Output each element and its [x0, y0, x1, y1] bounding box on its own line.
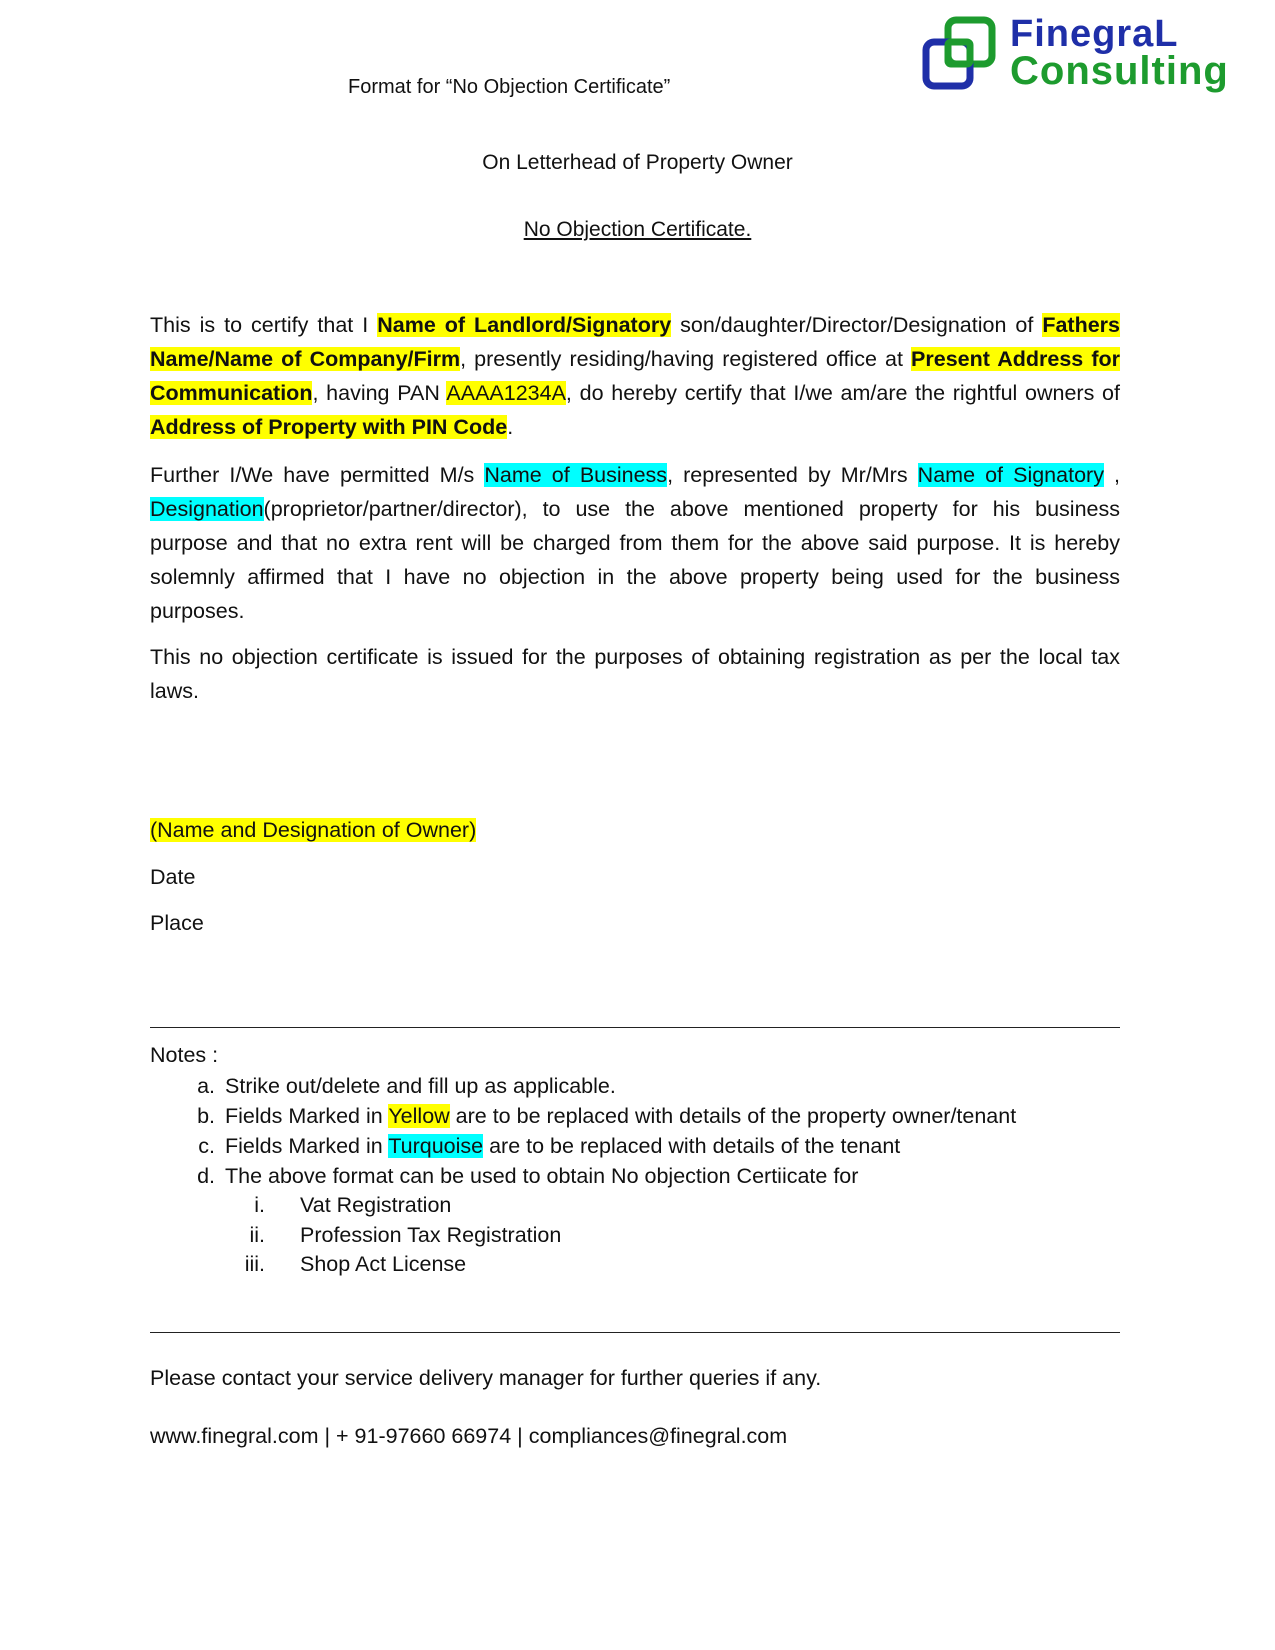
text-span: Fields Marked in [225, 1134, 389, 1158]
separator: | [511, 1424, 529, 1448]
field-business-name: Name of Business [484, 463, 668, 487]
subitem-marker: ii. [249, 1223, 265, 1247]
divider [150, 1027, 1120, 1028]
logo-squares-icon [920, 14, 1000, 94]
footer-contacts [150, 1424, 787, 1449]
text-span: , having PAN [312, 381, 447, 405]
note-text [225, 1131, 900, 1161]
notes-label: Notes : [150, 1043, 219, 1067]
text-span: Further I/We have permitted M/s [150, 463, 485, 487]
paragraph-purpose: This no objection certificate is issued for the purposes of obtaining registration as per the local tax laws. [150, 645, 1120, 703]
note-text: Strike out/delete and fill up as applicable. [225, 1074, 616, 1098]
text-span: . [507, 415, 514, 439]
subitem-text: Shop Act License [300, 1252, 467, 1276]
paragraph-certify [150, 308, 1120, 444]
phone-number: + 91-97660 66974 [336, 1424, 512, 1448]
owner-field-wrapper [150, 818, 476, 843]
text-span: are to be replaced with details of the property owner/tenant [449, 1104, 1017, 1128]
subitem-marker: iii. [244, 1252, 265, 1276]
subitem-marker: i. [254, 1193, 265, 1217]
field-designation: Designation [150, 497, 264, 521]
subitem-text: Vat Registration [300, 1193, 452, 1217]
note-text [225, 1101, 1016, 1131]
contact-note: Please contact your service delivery manager for further queries if any. [150, 1366, 822, 1390]
note-marker: b. [197, 1104, 215, 1128]
field-landlord-name: Name of Landlord/Signatory [377, 313, 672, 337]
field-property-address: Address of Property with PIN Code [150, 415, 508, 439]
note-marker: c. [198, 1134, 215, 1158]
text-span: , [1103, 463, 1121, 487]
date-label: Date [150, 865, 196, 889]
separator: | [318, 1424, 337, 1448]
document-title [0, 218, 1275, 242]
text-span: (proprietor/partner/director), to use the above mentioned property for his business purpose and that no extra rent will be charged from them for the above said purpose. It is hereby solemnly affirmed that I have no objection in the above property being used for the business purposes. [150, 497, 1120, 623]
website-link[interactable]: www.finegral.com [150, 1424, 319, 1448]
logo-line-1: FinegraL [1010, 13, 1179, 55]
text-span: This is to certify that I [150, 313, 378, 337]
text-span: , do hereby certify that I/we am/are the rightful owners of [565, 381, 1120, 405]
field-pan: AAAA1234A [446, 381, 566, 405]
text-span: son/daughter/Director/Designation of [671, 313, 1043, 337]
text-span: are to be replaced with details of the tenant [483, 1134, 901, 1158]
note-marker: d. [197, 1164, 215, 1188]
yellow-keyword: Yellow [388, 1104, 450, 1128]
text-span: , presently residing/having registered office at [460, 347, 912, 371]
email-link[interactable]: compliances@finegral.com [528, 1424, 788, 1448]
turquoise-keyword: Turquoise [388, 1134, 484, 1158]
field-signatory-name: Name of Signatory [917, 463, 1104, 487]
note-text: The above format can be used to obtain No objection Certiicate for [225, 1164, 859, 1188]
paragraph-permission [150, 458, 1120, 628]
text-span: Fields Marked in [225, 1104, 389, 1128]
logo-line-2: Consulting [1010, 49, 1229, 93]
format-title: Format for “No Objection Certificate” [348, 76, 671, 98]
field-owner-name-designation: (Name and Designation of Owner) [150, 818, 477, 842]
note-marker: a. [197, 1074, 215, 1098]
finegral-logo [920, 6, 1270, 106]
subitem-text: Profession Tax Registration [300, 1223, 562, 1247]
place-label: Place [150, 911, 204, 935]
text-span: , represented by Mr/Mrs [667, 463, 918, 487]
divider [150, 1332, 1120, 1333]
letterhead-note: On Letterhead of Property Owner [482, 151, 793, 174]
field-present-address: Present Address for Communication [150, 347, 1120, 405]
field-father-company-name: Fathers Name/Name of Company/Firm [150, 313, 1121, 371]
document-title-text: No Objection Certificate. [523, 218, 752, 241]
